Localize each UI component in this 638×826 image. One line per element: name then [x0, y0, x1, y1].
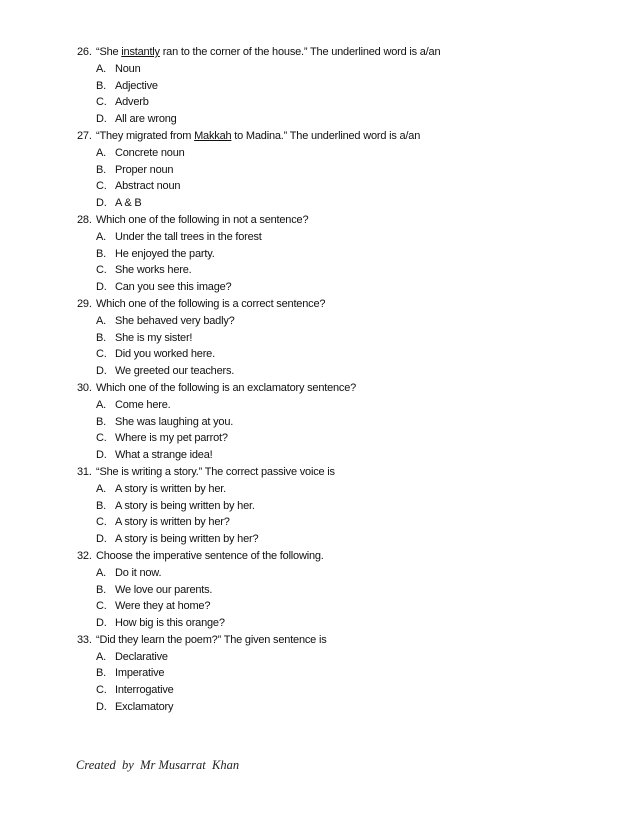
answer-option — [77, 615, 597, 632]
option-letter: C. — [96, 432, 107, 445]
option-letter: C. — [96, 96, 107, 109]
option-letter: B. — [96, 583, 106, 596]
option-letter: A. — [96, 146, 106, 159]
answer-option — [77, 598, 597, 615]
answer-option — [77, 397, 597, 414]
option-text: Can you see this image? — [115, 281, 232, 294]
option-text: Adverb — [115, 96, 149, 109]
option-letter: C. — [96, 684, 107, 697]
question-item — [77, 464, 597, 548]
option-text: Under the tall trees in the forest — [115, 230, 262, 243]
option-text: Adjective — [115, 79, 158, 92]
option-text: Declarative — [115, 650, 168, 663]
answer-option — [77, 447, 597, 464]
question-stem — [77, 44, 597, 61]
question-item — [77, 548, 597, 632]
option-text: Come here. — [115, 398, 171, 411]
option-text: We greeted our teachers. — [115, 365, 235, 378]
option-letter: D. — [96, 365, 107, 378]
question-text-continued: ran to the corner of the house.” The underlined word is a/an — [159, 46, 441, 58]
answer-option — [77, 346, 597, 363]
question-number: 29. — [77, 297, 92, 310]
answer-option — [77, 682, 597, 699]
answer-option — [77, 699, 597, 716]
answer-option — [77, 665, 597, 682]
option-text: Where is my pet parrot? — [115, 432, 228, 445]
answer-option — [77, 313, 597, 330]
option-letter: D. — [96, 533, 107, 546]
option-text: Do it now. — [115, 566, 162, 579]
question-list — [77, 44, 597, 716]
option-letter: B. — [96, 163, 106, 176]
question-number: 28. — [77, 213, 92, 226]
question-stem — [77, 464, 597, 481]
question-stem — [77, 380, 597, 397]
option-letter: A. — [96, 230, 106, 243]
question-number: 30. — [77, 381, 92, 394]
question-number: 32. — [77, 549, 92, 562]
option-letter: D. — [96, 281, 107, 294]
option-text: A story is written by her? — [115, 516, 230, 529]
question-number: 33. — [77, 633, 92, 646]
option-text: Interrogative — [115, 684, 174, 697]
question-text: “She is writing a story.” The correct passive voice is — [96, 465, 335, 478]
option-text: Imperative — [115, 667, 165, 680]
answer-option — [77, 111, 597, 128]
question-stem — [77, 212, 597, 229]
question-item — [77, 212, 597, 296]
option-text: What a strange idea! — [115, 449, 213, 462]
option-letter: D. — [96, 617, 107, 630]
question-text: Which one of the following is an exclamatory sentence? — [96, 381, 357, 394]
answer-option — [77, 145, 597, 162]
answer-option — [77, 414, 597, 431]
option-letter: D. — [96, 113, 107, 126]
question-item — [77, 296, 597, 380]
question-number: 31. — [77, 465, 92, 478]
option-letter: B. — [96, 499, 106, 512]
question-stem — [77, 296, 597, 313]
option-text: She works here. — [115, 264, 192, 277]
answer-option — [77, 582, 597, 599]
answer-option — [77, 262, 597, 279]
option-letter: A. — [96, 398, 106, 411]
question-number: 26. — [77, 46, 92, 58]
answer-option — [77, 78, 597, 95]
option-letter: B. — [96, 667, 106, 680]
option-letter: C. — [96, 516, 107, 529]
answer-option — [77, 531, 597, 548]
underlined-word: Makkah — [194, 129, 232, 142]
option-text: How big is this orange? — [115, 617, 225, 630]
option-text: Concrete noun — [115, 146, 185, 159]
option-letter: D. — [96, 449, 107, 462]
option-text: All are wrong — [115, 113, 177, 126]
answer-option — [77, 514, 597, 531]
question-item — [77, 128, 597, 212]
option-letter: C. — [96, 348, 107, 361]
option-text: Noun — [115, 62, 141, 75]
option-text: A & B — [115, 197, 142, 210]
question-text: “She — [96, 46, 122, 58]
answer-option — [77, 498, 597, 515]
option-text: He enjoyed the party. — [115, 247, 215, 260]
option-text: Exclamatory — [115, 701, 174, 714]
answer-option — [77, 178, 597, 195]
option-text: A story is written by her. — [115, 482, 226, 495]
answer-option — [77, 229, 597, 246]
answer-option — [77, 481, 597, 498]
question-text: Which one of the following is a correct sentence? — [96, 297, 326, 310]
option-letter: C. — [96, 600, 107, 613]
question-item — [77, 632, 597, 716]
option-text: She is my sister! — [115, 331, 193, 344]
option-text: Abstract noun — [115, 180, 181, 193]
answer-option — [77, 649, 597, 666]
question-stem — [77, 548, 597, 565]
option-letter: A. — [96, 650, 106, 663]
question-text: “They migrated from — [96, 129, 195, 142]
option-letter: D. — [96, 701, 107, 714]
option-letter: A. — [96, 566, 106, 579]
question-text: Choose the imperative sentence of the following. — [96, 549, 324, 562]
option-text: Did you worked here. — [115, 348, 215, 361]
option-letter: C. — [96, 264, 107, 277]
option-letter: B. — [96, 415, 106, 428]
footer-credit: Created by Mr Musarrat Khan — [76, 758, 240, 772]
answer-option — [77, 195, 597, 212]
option-letter: B. — [96, 331, 106, 344]
answer-option — [77, 330, 597, 347]
option-text: We love our parents. — [115, 583, 213, 596]
option-letter: D. — [96, 197, 107, 210]
option-letter: A. — [96, 482, 106, 495]
answer-option — [77, 61, 597, 78]
question-item — [77, 44, 597, 128]
option-text: A story is being written by her. — [115, 499, 255, 512]
option-letter: A. — [96, 314, 106, 327]
question-text: Which one of the following in not a sentence? — [96, 213, 309, 226]
option-letter: C. — [96, 180, 107, 193]
option-text: A story is being written by her? — [115, 533, 259, 546]
option-letter: B. — [96, 79, 106, 92]
answer-option — [77, 430, 597, 447]
answer-option — [77, 565, 597, 582]
question-number: 27. — [77, 129, 92, 142]
option-letter: B. — [96, 247, 106, 260]
answer-option — [77, 279, 597, 296]
option-letter: A. — [96, 62, 106, 75]
answer-option — [77, 94, 597, 111]
option-text: She behaved very badly? — [115, 314, 235, 327]
option-text: Proper noun — [115, 163, 174, 176]
question-item — [77, 380, 597, 464]
question-stem — [77, 128, 597, 145]
answer-option — [77, 246, 597, 263]
option-text: Were they at home? — [115, 600, 211, 613]
option-text: She was laughing at you. — [115, 415, 234, 428]
question-text-continued: to Madina.” The underlined word is a/an — [231, 129, 421, 142]
answer-option — [77, 162, 597, 179]
question-text: “Did they learn the poem?” The given sentence is — [96, 633, 327, 646]
underlined-word: instantly — [121, 46, 160, 58]
question-stem — [77, 632, 597, 649]
answer-option — [77, 363, 597, 380]
